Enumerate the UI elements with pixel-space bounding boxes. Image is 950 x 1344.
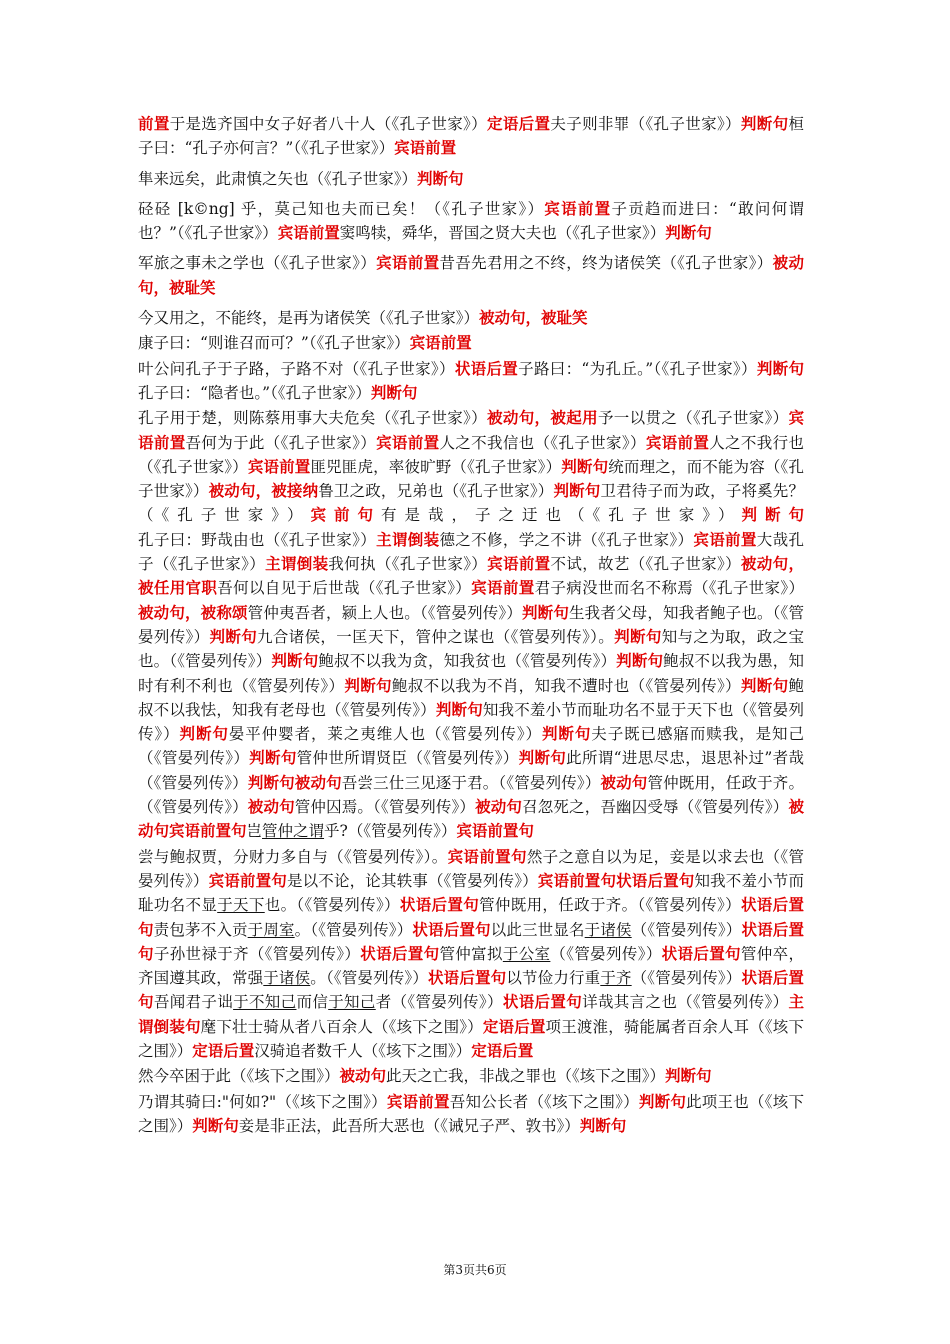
- grammar-tag: 主谓倒装句: [138, 992, 804, 1036]
- body-text: 九合诸侯，一匡天下，管仲之谋也（《管晏列传》）。: [257, 627, 615, 646]
- body-text: 窦鸣犊，舜华，晋国之贤大夫也（《孔子世家》）: [339, 224, 666, 243]
- body-text: 鲍叔不以我为愚，知时有利不利也（《管晏列传》）: [138, 652, 804, 695]
- body-text: 尝与鲍叔贾，分财力多自与（《管晏列传》）。: [138, 847, 448, 866]
- grammar-tag: 被动句宾语前置句: [138, 797, 804, 841]
- grammar-tag: 宾语前置: [487, 554, 551, 574]
- grammar-tag: 被动句，被任用官职: [138, 554, 804, 598]
- paragraph: [138, 167, 804, 191]
- body-text: 生我者父母，知我者鲍子也。（《管晏列传》）: [138, 603, 804, 646]
- body-text: 。（《管晏列传》）: [294, 920, 413, 939]
- grammar-tag: 判断句: [518, 748, 567, 768]
- underlined-text: 于不知己: [233, 993, 297, 1012]
- body-text: 卫君待子而为政，子将奚先？（《孔子世家》）: [138, 482, 804, 525]
- body-text: （《管晏列传》）: [631, 920, 742, 939]
- grammar-tag: 宾前句: [310, 505, 381, 525]
- grammar-tag: 被动句，被耻笑: [479, 308, 588, 328]
- grammar-tag: 判断句: [741, 505, 804, 525]
- body-text: 子路曰：“为孔丘。”（《孔子世家》）: [518, 359, 757, 378]
- grammar-tag: 判断句: [249, 748, 297, 768]
- body-text: 人之不我行也（《孔子世家》）: [138, 433, 804, 476]
- body-text: 吾闻君子诎: [153, 993, 234, 1012]
- body-text: 召忽死之，吾幽囚受辱（《管晏列传》）: [522, 798, 789, 817]
- body-text: 夫子则非罪（《孔子世家》）: [550, 115, 741, 133]
- grammar-tag: 定语后置: [486, 114, 551, 133]
- body-text: 麾下壮士骑从者八百余人（《垓下之围》）: [200, 1017, 483, 1036]
- grammar-tag: 宾语前置: [138, 408, 804, 452]
- body-text: 匪兕匪虎，率彼旷野（《孔子世家》）: [310, 457, 562, 476]
- body-text: 隼来远矣，此肃慎之矢也（《孔子世家》）: [138, 169, 418, 188]
- body-text: 汉骑追者数千人（《垓下之围》）: [254, 1041, 472, 1060]
- body-text: 管仲既用，任政于齐。（《管晏列传》）: [138, 773, 804, 817]
- paragraph: [138, 1090, 804, 1139]
- grammar-tag: 被动句，被起用: [487, 408, 598, 428]
- body-text: 此天之亡我，非战之罪也（《垓下之围》）: [386, 1067, 666, 1086]
- body-text: 人之不我信也（《孔子世家》）: [439, 433, 646, 452]
- body-text: 孔子曰：“隐者也。”（《孔子世家》）: [138, 383, 371, 402]
- underlined-text: 于齐: [600, 969, 632, 988]
- grammar-tag: 宾语前置: [247, 456, 311, 476]
- paragraph: [138, 112, 804, 161]
- body-text: 吾尝三仕三见逐于君。（《管晏列传》）: [341, 773, 601, 792]
- grammar-tag: 宾语前置句: [208, 870, 287, 890]
- grammar-tag: 判断句: [541, 724, 592, 744]
- body-text: 昔吾先君用之不终，终为诸侯笑（《孔子世家》）: [439, 254, 773, 273]
- body-text: 管仲既用，任政于齐。（《管晏列传》）: [479, 896, 741, 915]
- grammar-tag: 判断句: [561, 456, 609, 476]
- grammar-tag: 判断句: [579, 1115, 627, 1135]
- body-text: 孔子用于楚，则陈蔡用事大夫危矣（《孔子世家》）: [138, 409, 487, 428]
- body-text: 管仲囚焉。（《管晏列传》）: [294, 798, 476, 817]
- grammar-tag: 判断句: [192, 1115, 239, 1135]
- grammar-tag: 被动句: [475, 797, 523, 817]
- body-text: 以此三世显名: [490, 920, 585, 939]
- grammar-tag: 被动句: [600, 772, 648, 792]
- body-text: 军旅之事未之学也（《孔子世家》）: [138, 254, 377, 273]
- body-text: 叶公问孔子于子路，子路不对（《孔子世家》）: [138, 359, 455, 378]
- grammar-tag: 判断句: [522, 602, 570, 622]
- grammar-tag: 定语后置: [482, 1016, 546, 1036]
- grammar-tag: 判断句: [209, 626, 258, 646]
- grammar-tag: 定语后置: [192, 1040, 255, 1060]
- grammar-tag: 被动句: [339, 1066, 387, 1086]
- grammar-tag: 判断句: [179, 724, 229, 744]
- body-text: 是以不论，论其轶事（《管晏列传》）: [286, 871, 538, 890]
- grammar-tag: 状语后置句: [138, 895, 804, 939]
- paragraph: [138, 306, 804, 330]
- page-footer: 第3页共6页: [443, 1263, 507, 1277]
- body-text: 子贡趋而进曰：“敢问何谓也？”（《孔子世家》）: [138, 199, 804, 243]
- body-text: 桓子曰：“孔子亦何言？”（《孔子世家》）: [138, 115, 804, 158]
- paragraph: [138, 251, 804, 300]
- body-text: （《管晏列传》）: [550, 944, 662, 963]
- body-text: 也。（《管晏列传》）: [264, 896, 400, 915]
- body-text: 知我不羞小节而耻功名不显: [138, 871, 804, 915]
- body-text: 有是哉，子之迂也（《孔子世家》）: [380, 506, 742, 525]
- grammar-tag: 主谓倒装: [376, 529, 440, 549]
- body-text: 责包茅不入贡: [153, 920, 248, 939]
- grammar-tag: 被动句，被接纳: [208, 481, 319, 501]
- grammar-tag: 被动句，被称颂: [138, 602, 248, 622]
- body-text: 吾何以自见于后世哉（《孔子世家》）: [217, 579, 472, 598]
- grammar-tag: 状语后置句: [138, 968, 804, 1012]
- body-text: 详哉其言之也（《管晏列传》）: [582, 993, 789, 1012]
- paragraph: [138, 406, 804, 843]
- body-text: 康子曰：“则谁召而可？”（《孔子世家》）: [138, 334, 410, 353]
- body-text: 德之不修，学之不讲（《孔子世家》）: [439, 530, 694, 549]
- body-text: 君子病没世而名不称焉（《孔子世家》）: [534, 579, 804, 598]
- grammar-tag: 判断句: [370, 382, 418, 402]
- body-text: 大哉孔子（《孔子世家》）: [138, 530, 804, 574]
- grammar-tag: 宾语前置: [386, 1091, 450, 1111]
- body-text: 乃谓其骑曰:"何如?"（《垓下之围》）: [138, 1092, 387, 1111]
- grammar-tag: 判断句: [638, 1091, 687, 1111]
- grammar-tag: 判断句: [417, 168, 464, 188]
- body-text: （《管晏列传》）: [631, 969, 742, 988]
- grammar-tag: 宾语前置: [376, 432, 440, 452]
- grammar-tag: 判断句: [665, 223, 712, 243]
- body-text: 鲁卫之政，兄弟也（《孔子世家》）: [318, 482, 554, 501]
- grammar-tag: 宾语前置: [645, 432, 710, 452]
- body-text: 于是选齐国中女子好者八十人（《孔子世家》）: [169, 115, 487, 133]
- underlined-text: 于公室: [502, 944, 551, 963]
- grammar-tag: 宾语前置句: [456, 821, 534, 841]
- body-text: 硁硁 [k©ng] 乎，莫己知也夫而已矣！（《孔子世家》）: [138, 199, 545, 218]
- grammar-tag: 判断句被动句: [247, 772, 342, 792]
- body-text: 晏平仲婴者，莱之夷维人也（《管晏列传》）: [228, 725, 542, 744]
- grammar-tag: 宾语前置: [394, 138, 457, 158]
- body-text: 乎?（《管晏列传》）: [324, 822, 457, 841]
- body-text: 岂: [246, 822, 263, 841]
- body-text: 此所谓“进思尽忠，退思补过”者哉（《管晏列传》）: [138, 749, 804, 792]
- grammar-tag: 状语后置: [454, 358, 519, 378]
- body-text: 孔子曰：野哉由也（《孔子世家》）: [138, 530, 377, 549]
- body-text: 统而理之，而不能为容（《孔子世家》）: [138, 457, 804, 501]
- underlined-text: 于诸侯: [584, 920, 632, 939]
- underlined-text: 管仲之谓: [262, 822, 325, 841]
- grammar-tag: 判断句: [271, 651, 319, 671]
- paragraph: [138, 331, 804, 355]
- grammar-tag: 主谓倒装: [265, 554, 329, 574]
- body-text: 而信: [296, 993, 329, 1012]
- grammar-tag: 宾语前置: [409, 333, 472, 353]
- grammar-tag: 判断句: [740, 675, 789, 695]
- underlined-text: 于诸侯: [263, 969, 311, 988]
- grammar-tag: 状语后置句: [399, 895, 480, 915]
- grammar-tag: 状语后置句: [138, 919, 804, 963]
- grammar-tag: 宾语前置: [471, 578, 535, 598]
- body-text: 管仲世所谓贤臣（《管晏列传》）: [296, 749, 519, 768]
- grammar-tag: 宾语前置句: [447, 846, 527, 866]
- grammar-tag: 状语后置句: [360, 943, 440, 963]
- body-text: 今又用之，不能终，是再为诸侯笑（《孔子世家》）: [138, 309, 480, 328]
- grammar-tag: 宾语前置: [544, 198, 612, 218]
- body-text: 管仲卒，齐国遵其政，常强: [138, 944, 804, 988]
- grammar-tag: 判断句: [553, 481, 601, 501]
- grammar-tag: 被动句，被耻笑: [138, 253, 804, 297]
- body-text: 我何执（《孔子世家》）: [328, 555, 488, 574]
- grammar-tag: 状语后置句: [428, 968, 507, 988]
- body-text: 知与之为取，政之宝也。（《管晏列传》）: [138, 627, 804, 671]
- underlined-text: 于周室: [247, 920, 295, 939]
- grammar-tag: 宾语前置句状语后置句: [537, 870, 695, 890]
- body-text: 知我不羞小节而耻功名不显于天下也（《管晏列传》）: [138, 700, 804, 744]
- body-text: 。（《管晏列传》）: [310, 969, 429, 988]
- body-text: 吾知公长者（《垓下之围》）: [449, 1092, 639, 1111]
- body-text: 管仲夷吾者，颍上人也。（《管晏列传》）: [247, 603, 523, 622]
- body-text: 管仲富拟: [439, 944, 503, 963]
- grammar-tag: 宾语前置: [376, 253, 440, 273]
- grammar-tag: 宾语前置: [277, 223, 340, 243]
- body-text: 妾是非正法，此吾所大恶也（《诫兄子严、敦书》）: [238, 1116, 580, 1135]
- grammar-tag: 定语后置: [471, 1040, 534, 1060]
- grammar-tag: 判断句: [614, 626, 662, 646]
- body-text: 子孙世禄于齐（《管晏列传》）: [153, 944, 361, 963]
- grammar-tag: 判断句: [740, 114, 789, 133]
- grammar-tag: 判断句: [435, 699, 483, 719]
- body-text: 夫子既已感寤而赎我，是知己（《管晏列传》）: [138, 725, 804, 768]
- grammar-tag: 宾语前置: [693, 529, 757, 549]
- paragraph: [138, 1064, 804, 1088]
- grammar-tag: 状语后置句: [412, 919, 491, 939]
- grammar-tag: 被动句: [247, 797, 295, 817]
- body-text: 以节俭力行重: [506, 969, 601, 988]
- grammar-tag: 前置: [138, 114, 170, 133]
- grammar-tag: 判断句: [344, 675, 392, 695]
- grammar-tag: 判断句: [616, 651, 664, 671]
- body-text: 吾何为于此（《孔子世家》）: [185, 433, 377, 452]
- body-text: 予一以贯之（《孔子世家》）: [597, 409, 789, 428]
- body-text: 然今卒困于此（《垓下之围》）: [138, 1067, 340, 1086]
- body-text: 鲍叔不以我为不肖，知我不遭时也（《管晏列传》）: [391, 676, 741, 695]
- body-text: 鲍叔不以我怯，知我有老母也（《管晏列传》）: [138, 676, 804, 719]
- underlined-text: 于天下: [217, 896, 265, 915]
- body-text: 者（《管晏列传》）: [375, 993, 503, 1012]
- paragraph: [138, 845, 804, 1064]
- grammar-tag: 判断句: [756, 358, 804, 378]
- document-body: [138, 112, 804, 1139]
- grammar-tag: 判断句: [665, 1066, 712, 1086]
- body-text: 此项王也（《垓下之围》）: [138, 1092, 804, 1135]
- underlined-text: 于知己: [328, 993, 376, 1012]
- body-text: 鲍叔不以我为贪，知我贫也（《管晏列传》）: [318, 652, 617, 671]
- paragraph: [138, 197, 804, 246]
- grammar-tag: 状语后置句: [502, 992, 583, 1012]
- paragraph: [138, 357, 804, 406]
- body-text: 然子之意自以为足，妾是以求去也（《管晏列传》）: [138, 847, 804, 890]
- grammar-tag: 状语后置句: [661, 943, 741, 963]
- body-text: 项王渡淮，骑能属者百余人耳（《垓下之围》）: [138, 1017, 804, 1060]
- body-text: 不试，故艺（《孔子世家》）: [550, 555, 741, 574]
